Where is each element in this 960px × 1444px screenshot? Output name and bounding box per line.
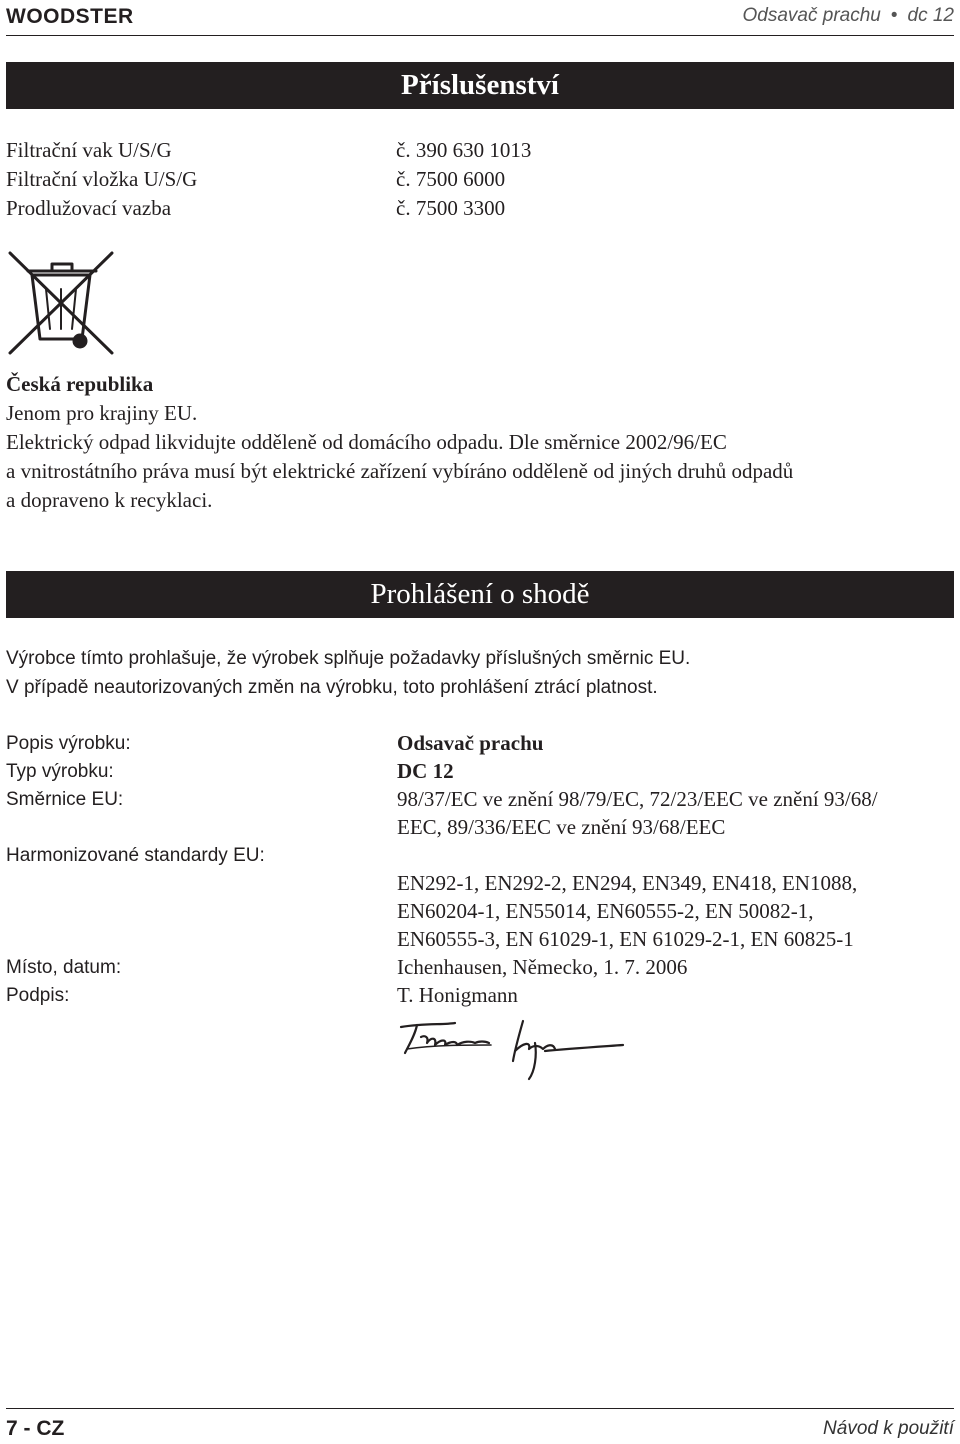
- declaration-intro: [6, 644, 954, 702]
- recycling-line: Elektrický odpad likvidujte odděleně od domácího odpadu. Dle směrnice 2002/96/EC: [6, 430, 727, 454]
- signature-row: [6, 981, 954, 1009]
- recycling-country: Česká republika: [6, 372, 154, 396]
- type-value: DC 12: [397, 759, 454, 783]
- directives-label: Směrnice EU:: [6, 789, 124, 810]
- standards-line: EN292-1, EN292-2, EN294, EN349, EN418, EN1088,: [397, 871, 858, 895]
- accessory-name: Filtrační vak U/S/G: [6, 138, 172, 162]
- standards-line: EN60204-1, EN55014, EN60555-2, EN 50082-1,: [397, 899, 814, 923]
- place-value: Ichenhausen, Německo, 1. 7. 2006: [397, 955, 688, 979]
- recycling-text: [6, 399, 954, 515]
- handwritten-signature: [395, 1015, 627, 1085]
- type-label: Typ výrobku:: [6, 761, 114, 782]
- product-row: [6, 729, 954, 757]
- product-label: Popis výrobku:: [6, 733, 131, 754]
- recycling-line: a dopraveno k recyklaci.: [6, 488, 213, 512]
- type-row: [6, 757, 954, 785]
- declaration-details: [6, 729, 954, 1009]
- list-item: [6, 136, 954, 165]
- accessories-heading: Příslušenství: [6, 62, 954, 109]
- declaration-intro-line: V případě neautorizovaných změn na výrobku, toto prohlášení ztrácí platnost.: [6, 677, 658, 698]
- list-item: [6, 194, 954, 223]
- directives-row: [6, 785, 954, 841]
- header-product: [743, 5, 955, 27]
- signature-label: Podpis:: [6, 985, 70, 1006]
- signatory-name: T. Honigmann: [397, 983, 518, 1007]
- accessories-list: [6, 136, 954, 223]
- directives-line: EEC, 89/336/EEC ve znění 93/68/EEC: [397, 815, 726, 839]
- accessory-name: Filtrační vložka U/S/G: [6, 167, 198, 191]
- product-value: Odsavač prachu: [397, 731, 544, 755]
- header-bullet: •: [890, 5, 898, 26]
- accessory-number: č. 7500 3300: [396, 196, 506, 220]
- standards-row: [6, 841, 954, 953]
- directives-line: 98/37/EC ve znění 98/79/EC, 72/23/EEC ve znění 93/68/: [397, 787, 878, 811]
- standards-value: [397, 841, 954, 953]
- accessory-number: č. 7500 6000: [396, 167, 506, 191]
- declaration-intro-line: Výrobce tímto prohlašuje, že výrobek splňuje požadavky příslušných směrnic EU.: [6, 648, 691, 669]
- header-model: dc 12: [907, 5, 954, 26]
- standards-label: Harmonizované standardy EU:: [6, 845, 265, 866]
- accessory-name: Prodlužovací vazba: [6, 196, 172, 220]
- crossed-out-bin-icon: [6, 249, 116, 357]
- directives-value: [397, 785, 954, 841]
- page-number: 7 - CZ: [6, 1417, 65, 1440]
- manual-title: Návod k použití: [823, 1418, 954, 1439]
- header-divider: [6, 35, 954, 36]
- accessory-number: č. 390 630 1013: [396, 138, 532, 162]
- list-item: [6, 165, 954, 194]
- place-row: [6, 953, 954, 981]
- brand-name: WOODSTER: [6, 5, 134, 28]
- footer-divider: [6, 1408, 954, 1409]
- page-header: [6, 2, 954, 32]
- spacer: [397, 841, 954, 869]
- recycling-line: Jenom pro krajiny EU.: [6, 401, 198, 425]
- recycling-line: a vnitrostátního práva musí být elektrické zařízení vybíráno odděleně od jiných druhů odpadů: [6, 459, 794, 483]
- standards-line: EN60555-3, EN 61029-1, EN 61029-2-1, EN 60825-1: [397, 927, 854, 951]
- declaration-heading: Prohlášení o shodě: [6, 571, 954, 618]
- header-product-name: Odsavač prachu: [742, 5, 881, 26]
- place-label: Místo, datum:: [6, 957, 122, 978]
